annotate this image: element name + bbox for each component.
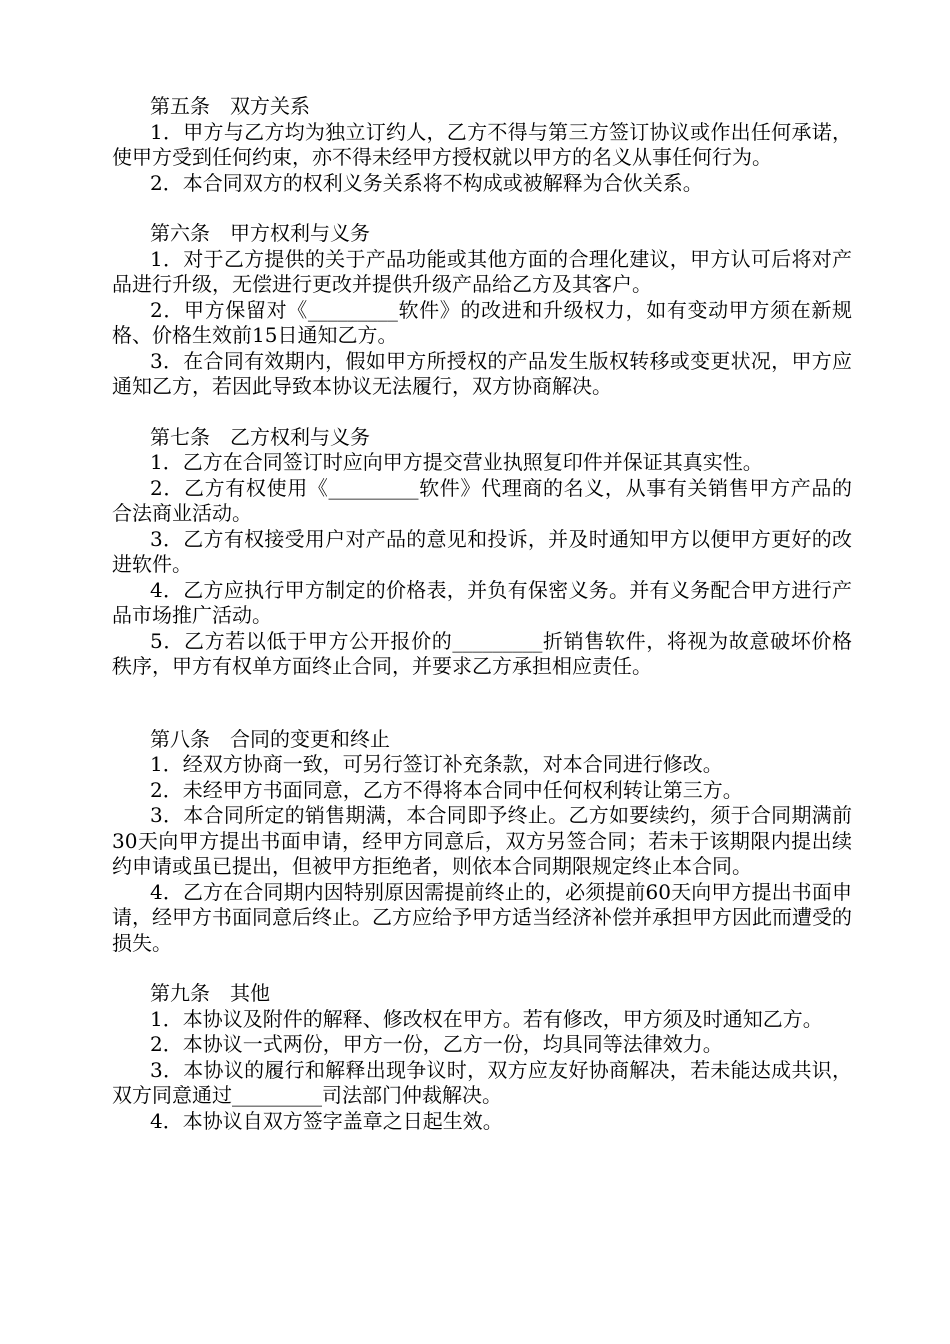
section-article-7 — [112, 425, 852, 680]
section-article-5 — [112, 94, 852, 196]
section-spacer — [112, 680, 852, 727]
section-article-6 — [112, 221, 852, 400]
section-heading: 第八条 合同的变更和终止 — [150, 726, 390, 751]
section-article-9 — [112, 981, 852, 1134]
clause-paragraph: 1．本协议及附件的解释、修改权在甲方。若有修改，甲方须及时通知乙方。 — [150, 1006, 823, 1031]
section-spacer — [112, 956, 852, 981]
clause-paragraph: 2．未经甲方书面同意，乙方不得将本合同中任何权利转让第三方。 — [150, 777, 743, 802]
clause-paragraph: 1．经双方协商一致，可另行签订补充条款，对本合同进行修改。 — [150, 752, 723, 776]
document-page — [112, 94, 852, 1134]
clause-paragraph: 4．乙方应执行甲方制定的价格表，并负有保密义务。并有义务配合甲方进行产品市场推广活动。 — [112, 577, 852, 627]
clause-paragraph: 1．甲方与乙方均为独立订约人，乙方不得与第三方签订协议或作出任何承诺，使甲方受到任何约束，亦不得未经甲方授权就以甲方的名义从事任何行为。 — [112, 119, 852, 169]
clause-paragraph: 2．乙方有权使用《_________软件》代理商的名义，从事有关销售甲方产品的合法商业活动。 — [112, 475, 852, 525]
clause-paragraph: 3．乙方有权接受用户对产品的意见和投诉，并及时通知甲方以便甲方更好的改进软件。 — [112, 526, 852, 576]
clause-paragraph: 1．乙方在合同签订时应向甲方提交营业执照复印件并保证其真实性。 — [150, 450, 763, 474]
section-heading: 第七条 乙方权利与义务 — [150, 424, 370, 449]
clause-paragraph: 4．乙方在合同期内因特别原因需提前终止的，必须提前60天向甲方提出书面申请，经甲方书面同意后终止。乙方应给予甲方适当经济补偿并承担甲方因此而遭受的损失。 — [112, 879, 852, 955]
section-heading: 第九条 其他 — [150, 981, 270, 1005]
clause-paragraph: 4．本协议自双方签字盖章之日起生效。 — [150, 1108, 503, 1133]
clause-paragraph: 3．在合同有效期内，假如甲方所授权的产品发生版权转移或变更状况，甲方应通知乙方，若因此导致本协议无法履行，双方协商解决。 — [112, 348, 852, 398]
clause-paragraph: 5．乙方若以低于甲方公开报价的_________折销售软件，将视为故意破坏价格秩序，甲方有权单方面终止合同，并要求乙方承担相应责任。 — [112, 628, 852, 678]
clause-paragraph: 1．对于乙方提供的关于产品功能或其他方面的合理化建议，甲方认可后将对产品进行升级，无偿进行更改并提供升级产品给乙方及其客户。 — [112, 246, 852, 296]
section-heading: 第五条 双方关系 — [150, 94, 310, 118]
clause-paragraph: 2．本合同双方的权利义务关系将不构成或被解释为合伙关系。 — [150, 170, 703, 195]
clause-paragraph: 3．本协议的履行和解释出现争议时，双方应友好协商解决，若未能达成共识，双方同意通过_________司法部门仲裁解决。 — [112, 1057, 852, 1107]
section-spacer — [112, 400, 852, 425]
clause-paragraph: 3．本合同所定的销售期满，本合同即予终止。乙方如要续约，须于合同期满前30天向甲方提出书面申请，经甲方同意后，双方另签合同；若未于该期限内提出续约申请或虽已提出，但被甲方拒绝者，则依本合同期限规定终止本合同。 — [112, 803, 852, 878]
section-article-8 — [112, 727, 852, 957]
clause-paragraph: 2．甲方保留对《_________软件》的改进和升级权力，如有变动甲方须在新规格、价格生效前15日通知乙方。 — [112, 297, 852, 347]
clause-paragraph: 2．本协议一式两份，甲方一份，乙方一份，均具同等法律效力。 — [150, 1032, 723, 1056]
section-spacer — [112, 196, 852, 221]
section-heading: 第六条 甲方权利与义务 — [150, 221, 370, 245]
